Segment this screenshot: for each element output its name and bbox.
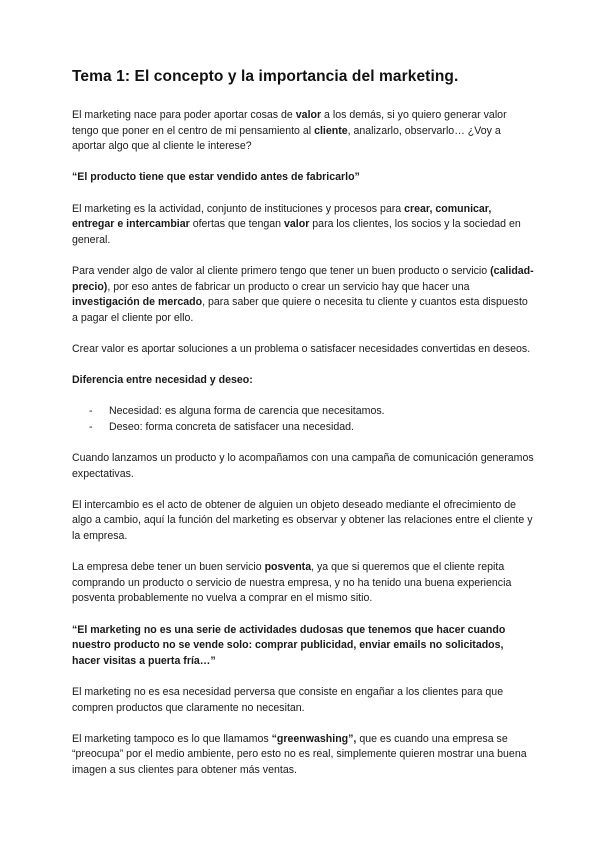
list-item-text: Deseo: forma concreta de satisfacer una necesidad. bbox=[109, 420, 354, 433]
text-run: , analizarlo, observarlo… ¿Voy a aportar algo que al cliente le interese? bbox=[72, 124, 501, 153]
page-title: Tema 1: El concepto y la importancia del marketing. bbox=[72, 68, 459, 85]
paragraph-definition bbox=[72, 202, 534, 249]
bullet-list bbox=[72, 404, 534, 435]
bold-term: (calidad-precio) bbox=[72, 264, 534, 293]
bullet-dash: - bbox=[89, 420, 93, 433]
text-run: para los clientes, los socios y la sociedad en general. bbox=[72, 218, 521, 246]
paragraph-create-value: Crear valor es aportar soluciones a un problema o satisfacer necesidades convertidas en deseos. bbox=[72, 342, 531, 355]
bullet-dash: - bbox=[89, 405, 93, 418]
text-run: , para saber que quiere o necesita tu cliente y cuantos esta dispuesto a pagar el cliente por ello. bbox=[72, 296, 528, 324]
list-item bbox=[72, 420, 534, 436]
document-body bbox=[72, 68, 534, 794]
list-item bbox=[72, 404, 534, 420]
paragraph-postsale bbox=[72, 560, 534, 607]
text-run: , por eso antes de fabricar un producto o crear un servicio hay que hacer una bbox=[107, 280, 470, 293]
paragraph-not-deception: El marketing no es esa necesidad perversa que consiste en engañar a los clientes para que compren productos que claramente no necesitan. bbox=[72, 685, 504, 714]
text-run: El marketing tampoco es lo que llamamos bbox=[72, 732, 272, 745]
quote-2: “El marketing no es una serie de actividades dudosas que tenemos que hacer cuando nuestro producto no se vende solo: comprar publicidad, enviar emails no solicitados, hacer visitas a puerta fría…” bbox=[72, 623, 506, 667]
paragraph-intro bbox=[72, 108, 534, 155]
paragraph-greenwashing bbox=[72, 732, 534, 779]
quote-1: “El producto tiene que estar vendido antes de fabricarlo” bbox=[72, 171, 360, 184]
bold-term: cliente bbox=[314, 124, 348, 137]
paragraph-value bbox=[72, 264, 534, 326]
bold-term: crear, comunicar, entregar e intercambiar bbox=[72, 202, 492, 231]
text-run: El marketing nace para poder aportar cosas de bbox=[72, 109, 296, 121]
text-run: a los demás, si yo quiero generar valor tengo que poner en el centro de mi pensamiento al bbox=[72, 109, 507, 137]
bold-term: investigación de mercado bbox=[72, 296, 203, 309]
text-run: que es cuando una empresa se “preocupa” por el medio ambiente, pero esto no es real, simplemente quieren mostrar una buena imagen a sus clientes para obtener más ventas. bbox=[72, 732, 527, 776]
list-item-text: Necesidad: es alguna forma de carencia que necesitamos. bbox=[109, 405, 385, 418]
subheading-need-vs-desire: Diferencia entre necesidad y deseo: bbox=[72, 374, 253, 387]
text-run: El marketing es la actividad, conjunto de instituciones y procesos para bbox=[72, 202, 405, 215]
text-run: ofertas que tengan bbox=[189, 218, 285, 231]
text-run: La empresa debe tener un buen servicio bbox=[72, 561, 265, 574]
bold-term: posventa bbox=[264, 561, 312, 574]
paragraph-exchange: El intercambio es el acto de obtener de alguien un objeto deseado mediante el ofrecimiento de algo a cambio, aquí la función del marketing es observar y obtener las relaciones entre el cliente y la empresa. bbox=[72, 498, 533, 543]
paragraph-expectations: Cuando lanzamos un producto y lo acompañamos con una campaña de comunicación generamos expectativas. bbox=[72, 452, 534, 480]
text-run: Para vender algo de valor al cliente primero tengo que tener un buen producto o servicio bbox=[72, 264, 491, 277]
bold-term: valor bbox=[284, 218, 310, 231]
text-run: , ya que si queremos que el cliente repita comprando un producto o servicio de nuestra empresa, y no ha tenido una buena experiencia posventa probablemente no vuelva a comprar en el mismo sitio. bbox=[72, 561, 512, 605]
bold-term: valor bbox=[295, 109, 322, 121]
bold-term: “greenwashing”, bbox=[271, 732, 357, 745]
